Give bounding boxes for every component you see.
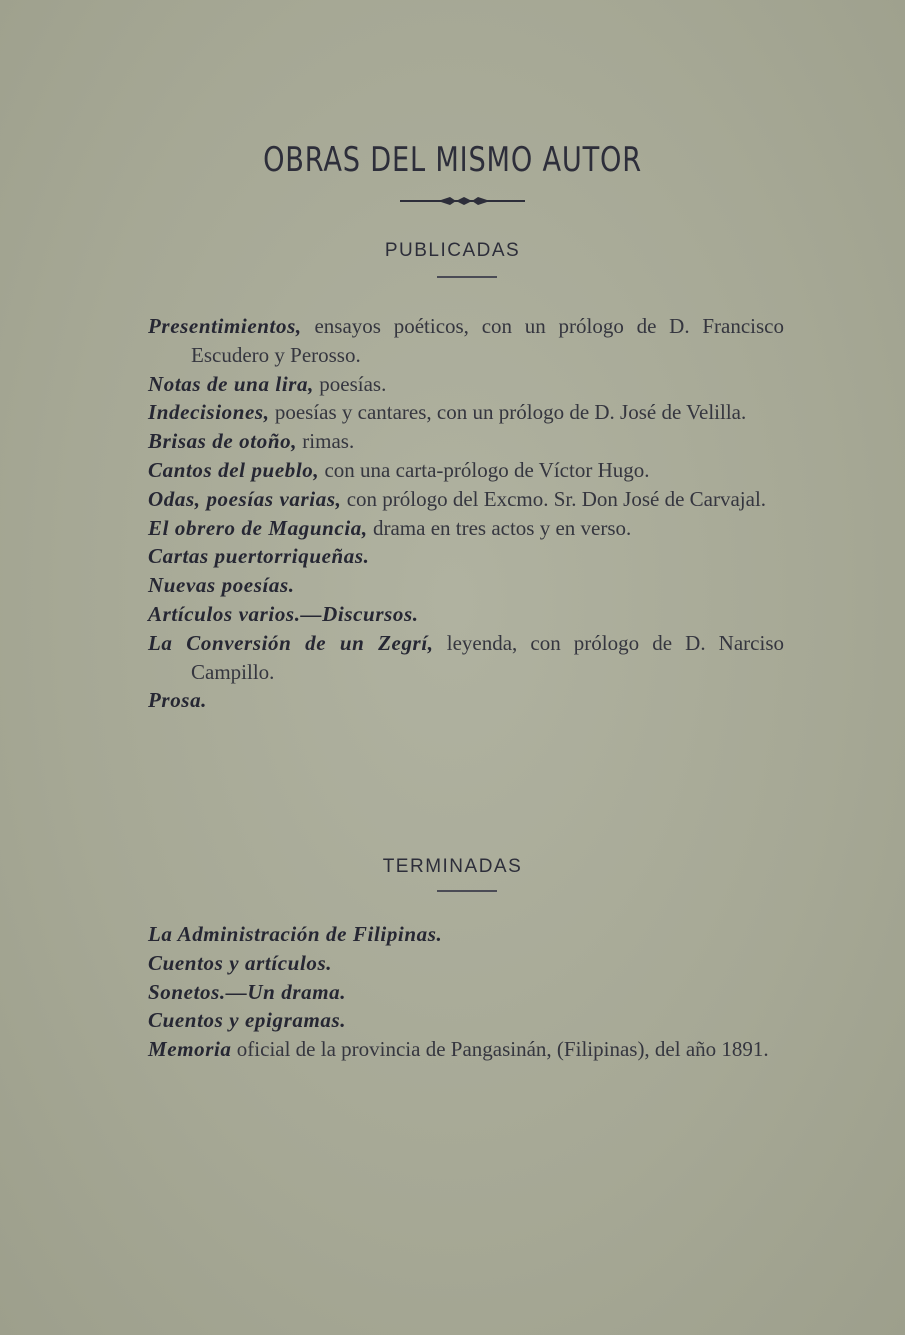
page-title: OBRAS DEL MISMO AUTOR: [263, 140, 642, 180]
list-item: Cantos del pueblo, con una carta-prólogo de Víctor Hugo.: [148, 457, 650, 482]
list-item: La Conversión de un Zegrí, leyenda, con prólogo de D. Narciso Campillo.: [148, 630, 784, 684]
list-item: Prosa.: [148, 688, 208, 713]
list-item: Presentimientos, ensayos poéticos, con un prólogo de D. Francisco Escudero y Perosso.: [148, 314, 784, 367]
section-heading-finished: TERMINADAS: [382, 856, 523, 877]
list-item: Cuentos y epigramas.: [148, 1008, 347, 1033]
list-item: La Administración de Filipinas.: [148, 922, 443, 946]
section-rule: [437, 890, 497, 892]
list-item: Nuevas poesías.: [148, 573, 295, 598]
list-item: Cuentos y artículos.: [148, 950, 333, 975]
finished-list: [148, 920, 784, 1064]
list-item: Cartas puertorriqueñas.: [148, 544, 370, 569]
published-list: [148, 312, 784, 715]
list-item: Notas de una lira, poesías.: [148, 371, 387, 396]
list-item: Brisas de otoño, rimas.: [148, 429, 355, 454]
section-rule: [437, 276, 497, 278]
list-item: El obrero de Maguncia, drama en tres actos y en verso.: [148, 515, 632, 540]
list-item: Indecisiones, poesías y cantares, con un prólogo de D. José de Velilla.: [148, 400, 747, 425]
list-item: Sonetos.—Un drama.: [148, 979, 347, 1004]
list-item: Memoria oficial de la provincia de Pangasinán, (Filipinas), del año 1891.: [148, 1037, 769, 1062]
section-heading-published: PUBLICADAS: [384, 240, 521, 261]
list-item: Odas, poesías varias, con prólogo del Excmo. Sr. Don José de Carvajal.: [148, 486, 767, 511]
ornament-divider-icon: [400, 194, 525, 208]
list-item: Artículos varios.—Discursos.: [148, 601, 419, 626]
